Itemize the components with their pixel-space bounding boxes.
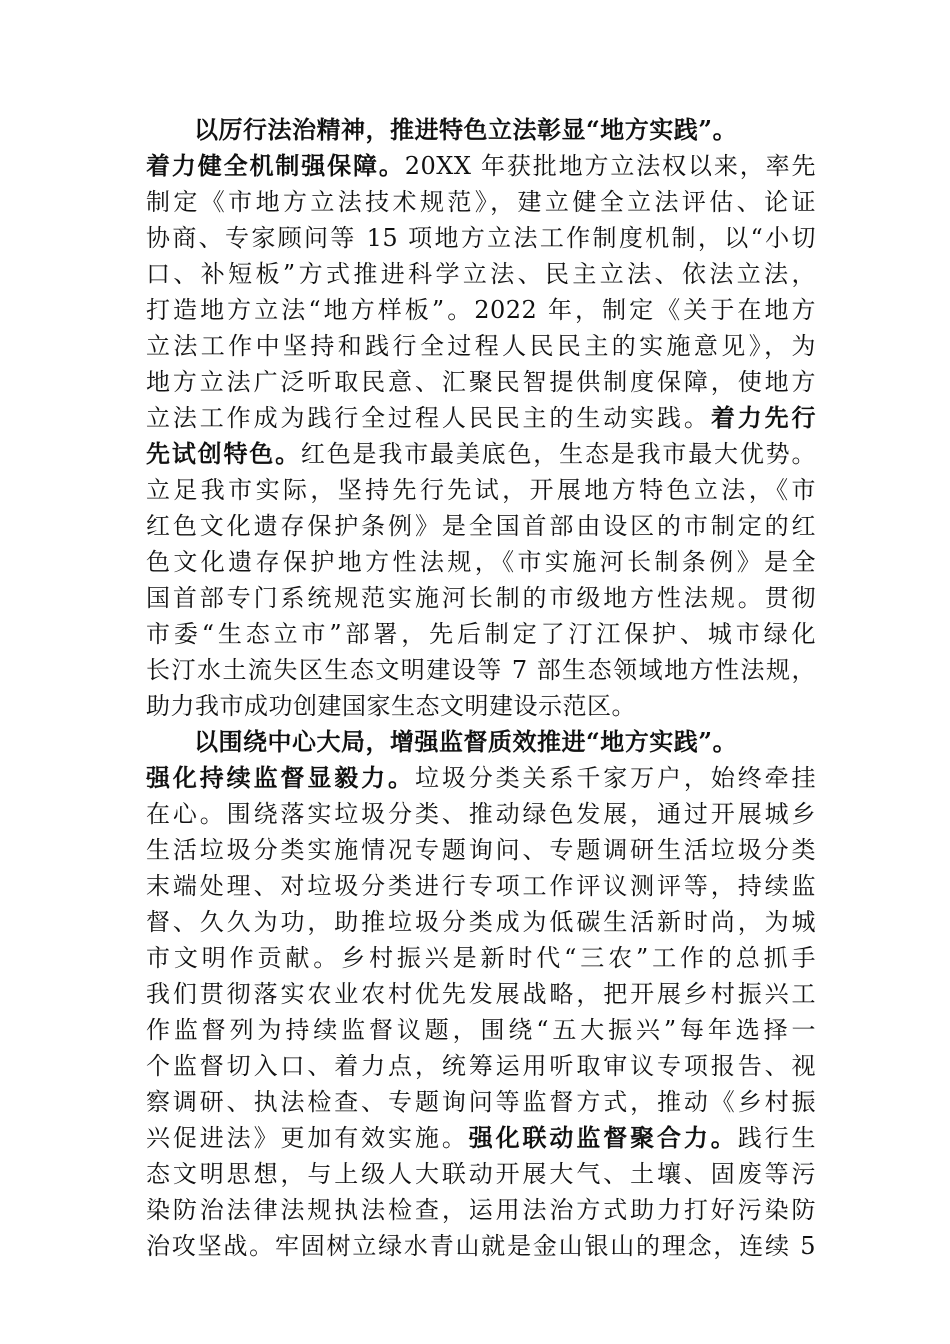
bold-lead: 着力健全机制强保障。 <box>146 151 405 180</box>
paragraph-line: 口、补短板”方式推进科学立法、民主立法、依法立法， <box>146 260 816 288</box>
paragraph-line: 生活垃圾分类实施情况专题询问、专题调研生活垃圾分类 <box>146 836 816 864</box>
paragraph-line: 督、久久为功，助推垃圾分类成为低碳生活新时尚，为城 <box>146 908 816 936</box>
paragraph-line: 助力我市成功创建国家生态文明建设示范区。 <box>146 692 636 720</box>
paragraph-line: 治攻坚战。牢固树立绿水青山就是金山银山的理念，连续 5 <box>146 1232 816 1260</box>
paragraph-line: 染防治法律法规执法检查，运用法治方式助力打好污染防 <box>146 1196 816 1224</box>
section-heading: 以厉行法治精神，推进特色立法彰显“地方实践”。 <box>194 115 738 144</box>
bold-lead: 着力先行 <box>710 403 816 432</box>
paragraph-line: 察调研、执法检查、专题询问等监督方式，推动《乡村振 <box>146 1088 816 1116</box>
paragraph-line: 立法工作中坚持和践行全过程人民民主的实施意见》，为 <box>146 332 816 360</box>
section-heading: 以围绕中心大局，增强监督质效推进“地方实践”。 <box>194 727 738 756</box>
bold-lead: 强化持续监督显毅力。 <box>146 763 415 792</box>
paragraph-line: 末端处理、对垃圾分类进行专项工作评议测评等，持续监 <box>146 872 816 900</box>
paragraph-line <box>146 436 816 472</box>
paragraph-line: 市文明作贡献。乡村振兴是新时代“三农”工作的总抓手 <box>146 944 816 972</box>
paragraph-line <box>146 760 816 796</box>
paragraph-line: 地方立法广泛听取民意、汇聚民智提供制度保障，使地方 <box>146 368 816 396</box>
paragraph-line: 态文明思想，与上级人大联动开展大气、土壤、固废等污 <box>146 1160 816 1188</box>
line-text: 垃圾分类关系千家万户，始终牵挂 <box>414 764 817 792</box>
paragraph-line: 立足我市实际，坚持先行先试，开展地方特色立法，《市 <box>146 476 816 504</box>
paragraph-line: 市委“生态立市”部署，先后制定了汀江保护、城市绿化 <box>146 620 816 648</box>
bold-lead: 先试创特色。 <box>146 439 301 468</box>
document-body <box>146 112 816 1264</box>
paragraph-line: 我们贯彻落实农业农村优先发展战略，把开展乡村振兴工 <box>146 980 816 1008</box>
paragraph-line: 长汀水土流失区生态文明建设等 7 部生态领域地方性法规， <box>146 656 816 684</box>
line-text: 兴促进法》更加有效实施。 <box>146 1124 469 1152</box>
paragraph-line: 作监督列为持续监督议题，围绕“五大振兴”每年选择一 <box>146 1016 816 1044</box>
line-text: 立法工作成为践行全过程人民民主的生动实践。 <box>146 404 711 432</box>
bold-lead: 强化联动监督聚合力。 <box>468 1123 738 1152</box>
paragraph-line: 在心。围绕落实垃圾分类、推动绿色发展，通过开展城乡 <box>146 800 816 828</box>
paragraph-line: 红色文化遗存保护条例》是全国首部由设区的市制定的红 <box>146 512 816 540</box>
paragraph-line: 协商、专家顾问等 15 项地方立法工作制度机制，以“小切 <box>146 224 816 252</box>
paragraph-line: 打造地方立法“地方样板”。2022 年，制定《关于在地方 <box>146 296 816 324</box>
paragraph-line <box>146 148 816 184</box>
paragraph-line: 制定《市地方立法技术规范》，建立健全立法评估、论证 <box>146 188 816 216</box>
line-text: 20XX 年获批地方立法权以来，率先 <box>404 152 816 180</box>
paragraph-line: 国首部专门系统规范实施河长制的市级地方性法规。贯彻 <box>146 584 816 612</box>
paragraph-line: 色文化遗存保护地方性法规，《市实施河长制条例》是全 <box>146 548 816 576</box>
line-text: 红色是我市最美底色，生态是我市最大优势。 <box>300 440 817 468</box>
line-text: 践行生 <box>737 1124 817 1152</box>
paragraph-line: 个监督切入口、着力点，统筹运用听取审议专项报告、视 <box>146 1052 816 1080</box>
paragraph-line <box>146 1120 816 1156</box>
paragraph-line <box>146 400 816 436</box>
